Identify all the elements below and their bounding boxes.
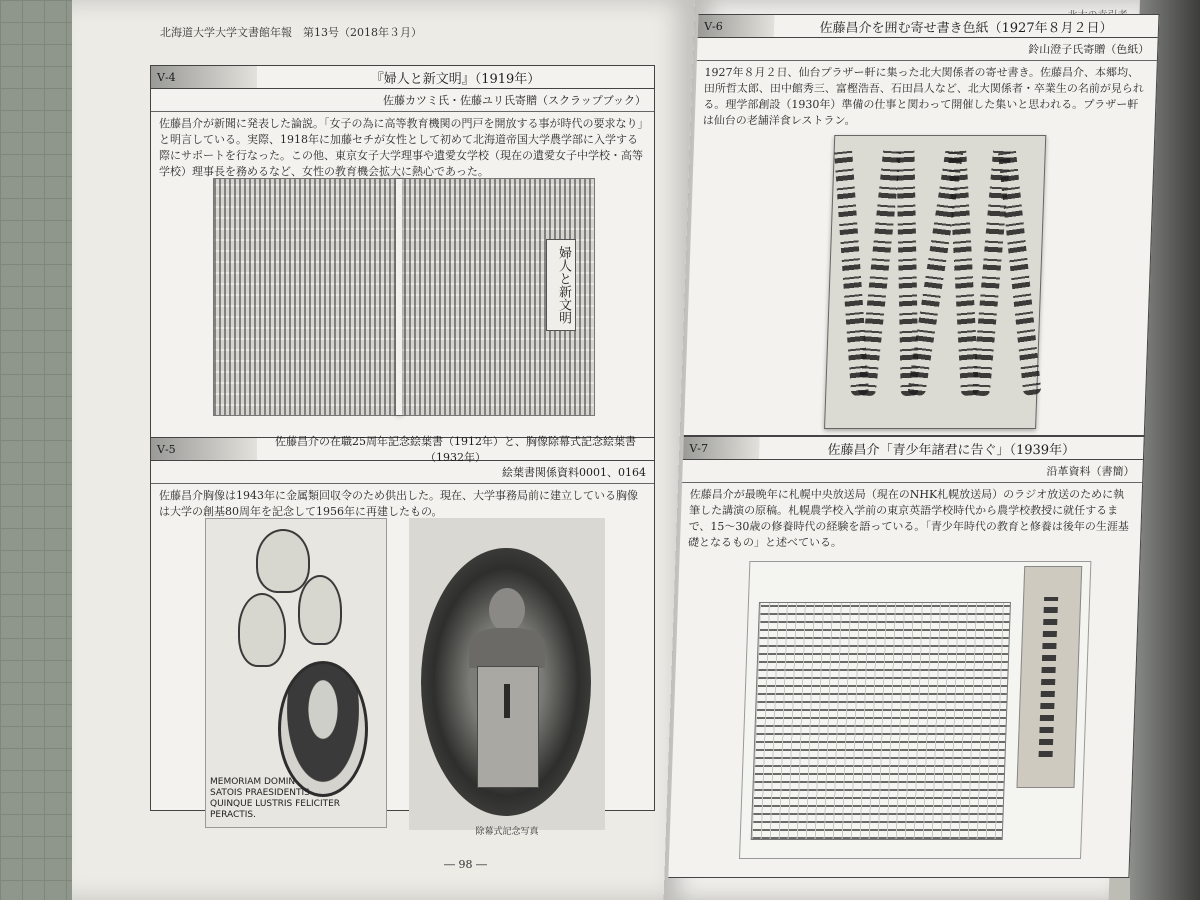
section-description: 佐藤昌介が新聞に発表した論説。「女子の為に高等教育機関の門戸を開放する事が時代の要求なり」と明言している。実際、1918年に加藤セチが女性として初めて北海道帝国大学農学部に入学する際にサポートを行なった。この他、東京女子大学理事や遺愛女学校（現在の遺愛女子中学校・高等学校）理事長を務めるなど、女性の教育機会拡大に熱心であった。 xyxy=(159,117,643,178)
allegorical-figure xyxy=(238,593,286,667)
handwriting-column xyxy=(998,146,1042,396)
bust-shoulders xyxy=(469,628,545,668)
section-code: Ⅴ-7 xyxy=(683,437,760,459)
section-v7 xyxy=(668,436,1144,878)
section-description: 1927年８月２日、仙台プラザー軒に集った北大関係者の寄せ書き。佐藤昌介、本郷均、田所哲太郎、田中館秀三、富樫浩吾、石田昌人など、北大関係者・卒業生の名前が見られる。理学部創設（1930年）準備の仕事と関わって開催した集いと思われる。プラザー軒は仙台の老舗洋食レストラン。 xyxy=(702,66,1145,127)
newspaper-scrapbook-photo xyxy=(213,178,595,416)
allegorical-figure xyxy=(256,529,310,593)
section-header xyxy=(683,437,1144,460)
scrapbook-spine xyxy=(396,179,402,415)
section-code: Ⅴ-6 xyxy=(698,15,775,37)
section-credit: 沿革資料（書簡） xyxy=(682,460,1143,483)
calligraphy-board-photo xyxy=(824,135,1046,429)
section-title: 佐藤昌介「青少年諸君に告ぐ」（1939年） xyxy=(827,442,1076,458)
section-description: 佐藤昌介が最晩年に札幌中央放送局（現在のNHK札幌放送局）のラジオ放送のために執筆した講演の原稿。札幌農学校入学前の東京英語学校時代から農学校教授に就任するまで、15～30歳の修養時代の経験を語っている。「青少年時代の教育と修養は後年の生涯基礎となるもの」と述べている。 xyxy=(687,488,1130,549)
section-title: 佐藤昌介の在職25周年記念絵葉書（1912年）と、胸像除幕式記念絵葉書（1932年） xyxy=(275,435,636,464)
right-page xyxy=(664,0,1150,900)
left-page xyxy=(72,0,695,900)
envelope-handwriting xyxy=(1039,597,1059,757)
manuscript-photo xyxy=(739,561,1091,859)
postcard-1932-bust-photo xyxy=(409,518,605,837)
bust-plaque xyxy=(504,684,510,718)
section-v4 xyxy=(150,65,655,439)
manuscript-envelope xyxy=(1016,566,1082,788)
handwriting-column xyxy=(858,146,902,397)
postcard-1912-photo xyxy=(205,518,387,828)
section-header xyxy=(698,15,1159,38)
section-code: Ⅴ-4 xyxy=(151,66,257,88)
section-code: Ⅴ-5 xyxy=(151,438,257,460)
manuscript-sheets xyxy=(751,602,1011,840)
page-number: ― 98 ― xyxy=(444,858,487,871)
section-credit: 絵葉書関係資料0001、0164 xyxy=(151,461,654,484)
section-credit: 鈴山澄子氏寄贈（色紙） xyxy=(697,38,1158,61)
section-description: 佐藤昌介胸像は1943年に金属類回収令のため供出した。現在、大学事務局前に建立している胸像は大学の創基80周年を記念して1956年に再建したもの。 xyxy=(159,489,638,518)
section-v6 xyxy=(684,14,1160,436)
section-title: 佐藤昌介を囲む寄せ書き色紙（1927年８月２日） xyxy=(819,20,1113,36)
postcard-inscription: MEMORIAM DOMIN SATOIS PRAESIDENTIS QUINQUE LUSTRIS FELICITER PERACTIS. xyxy=(210,777,341,820)
section-header xyxy=(151,435,654,464)
section-credit: 佐藤カツミ氏・佐藤ユリ氏寄贈（スクラップブック） xyxy=(151,89,654,112)
bust-caption: 除幕式記念写真 xyxy=(475,827,539,837)
running-head: 北海道大学大学文書館年報 第13号（2018年３月） xyxy=(160,26,422,39)
bust-head xyxy=(489,588,525,632)
section-v5 xyxy=(150,435,655,837)
allegorical-figure xyxy=(298,575,342,645)
section-header xyxy=(151,66,654,89)
section-title: 『婦人と新文明』（1919年） xyxy=(370,71,541,87)
newspaper-title-label: 婦人と新文明 xyxy=(546,239,576,331)
